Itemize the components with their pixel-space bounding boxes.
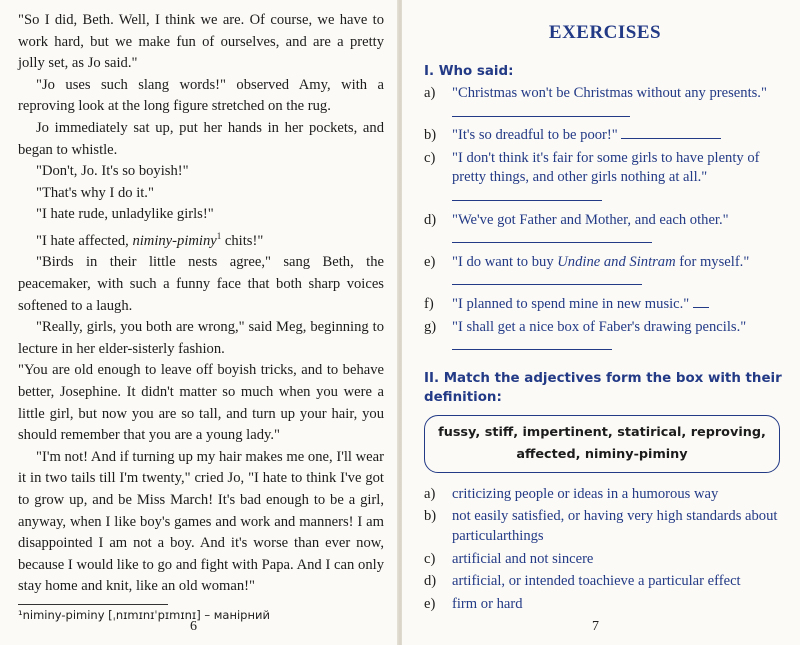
section-heading: II. Match the adjectives form the box with their definition: [424, 370, 782, 405]
item-text [452, 295, 786, 315]
item-text [452, 253, 786, 292]
quote-start: "I do want to buy [452, 253, 558, 270]
list-item [424, 485, 786, 505]
answer-blank[interactable] [452, 188, 602, 201]
section-heading: I. Who said: [424, 64, 514, 79]
paragraph: "So I did, Beth. Well, I think we are. Of course, we have to work hard, but we make fun of ourselves, and are a pretty jolly set, as Jo said." [18, 12, 384, 72]
quote: "I shall get a nice box of Faber's drawing pencils." [452, 318, 747, 335]
answer-blank[interactable] [693, 295, 709, 308]
answer-blank[interactable] [452, 337, 612, 350]
page-title: EXERCISES [548, 22, 662, 43]
footnote-divider [18, 604, 168, 605]
footnote-marker: 1 [216, 230, 222, 241]
item-text: artificial, or intended toachieve a particular effect [452, 573, 741, 590]
list-item [424, 149, 786, 208]
item-text [452, 84, 786, 123]
item-text: artificial and not sincere [452, 550, 594, 567]
answer-blank[interactable] [452, 230, 652, 243]
item-text [452, 211, 786, 250]
paragraph-affected [18, 226, 384, 252]
definition-list [424, 485, 786, 615]
quote: "We've got Father and Mother, and each other." [452, 211, 729, 228]
item-text: criticizing people or ideas in a humorous way [452, 485, 719, 502]
book-title: Undine and Sintram [557, 253, 676, 270]
list-item [424, 318, 786, 357]
paragraph: Jo immediately sat up, put her hands in her pockets, and began to whistle. [18, 119, 384, 158]
list-item [424, 126, 786, 146]
italic-term: niminy-piminy [132, 232, 217, 249]
item-letter: e) [424, 595, 436, 612]
list-item [424, 595, 786, 615]
item-text [452, 318, 786, 357]
item-text [452, 126, 786, 146]
item-letter: d) [424, 573, 437, 590]
item-letter: f) [424, 295, 434, 312]
left-page [0, 0, 398, 645]
list-item [424, 507, 786, 546]
text-run: "I hate affected, [36, 232, 133, 249]
item-text [452, 149, 786, 208]
text-run: chits!" [221, 232, 264, 249]
item-letter: b) [424, 127, 437, 144]
item-letter: e) [424, 253, 436, 270]
answer-blank[interactable] [452, 272, 642, 285]
item-letter: a) [424, 485, 436, 502]
quote: "I planned to spend mine in new music." [452, 295, 690, 312]
quote: "It's so dreadful to be poor!" [452, 127, 618, 144]
paragraph: "Don't, Jo. It's so boyish!" [36, 163, 189, 180]
paragraph: "Jo uses such slang words!" observed Amy, with a reproving look at the long figure stretched on the rug. [18, 76, 384, 115]
list-item [424, 550, 786, 570]
answer-blank[interactable] [621, 126, 721, 139]
paragraph: "I'm not! And if turning up my hair makes me one, I'll wear it in two tails till I'm twenty," cried Jo, "I hate to think I've got to grow up, and be Miss March! It's bad enough to be a girl, anyway, when I like boy's games and work and manners! I am disappointed I am not a boy. And it's worse than ever now, because I would like to go and fight with Papa. And I can only stay home and knit, like an old woman!" [18, 448, 384, 595]
list-item [424, 84, 786, 123]
item-letter: c) [424, 550, 436, 567]
footnote: ¹niminy-piminy [ˌnɪmɪnɪˈpɪmɪnɪ] – манірний [18, 607, 270, 622]
paragraph: "That's why I do it." [36, 184, 154, 201]
paragraph: "You are old enough to leave off boyish tricks, and to behave better, Josephine. It didn't matter so much when you were a little girl, but now you are so tall, and turn up your hair, you should remember that you are a young lady." [18, 362, 384, 444]
item-letter: d) [424, 211, 437, 228]
item-letter: g) [424, 318, 437, 335]
list-item [424, 572, 786, 592]
list-item [424, 253, 786, 292]
right-page [402, 0, 800, 645]
list-item [424, 211, 786, 250]
word-box: fussy, stiff, impertinent, statirical, reproving, affected, niminy-piminy [424, 415, 780, 473]
item-text: not easily satisfied, or having very high standards about particularthings [452, 508, 778, 544]
item-letter: a) [424, 85, 436, 101]
item-letter: b) [424, 508, 437, 525]
item-text: firm or hard [452, 595, 523, 612]
answer-blank[interactable] [452, 104, 630, 117]
page-number: 6 [190, 619, 197, 634]
paragraph: "Birds in their little nests agree," sang Beth, the peacemaker, with such a funny face that both sharp voices softened to a laugh. [18, 254, 384, 314]
page-number: 7 [592, 619, 599, 634]
item-letter: c) [424, 149, 436, 166]
paragraph: "Really, girls, you both are wrong," said Meg, beginning to lecture in her elder-sisterly fashion. [18, 319, 384, 357]
paragraph: "I hate rude, unladylike girls!" [36, 206, 214, 223]
quote-end: for myself." [675, 253, 750, 270]
list-item [424, 295, 786, 315]
quote: "I don't think it's fair for some girls to have plenty of pretty things, and other girls nothing at all." [452, 149, 760, 186]
quote: "Christmas won't be Christmas without any presents." [452, 85, 767, 101]
